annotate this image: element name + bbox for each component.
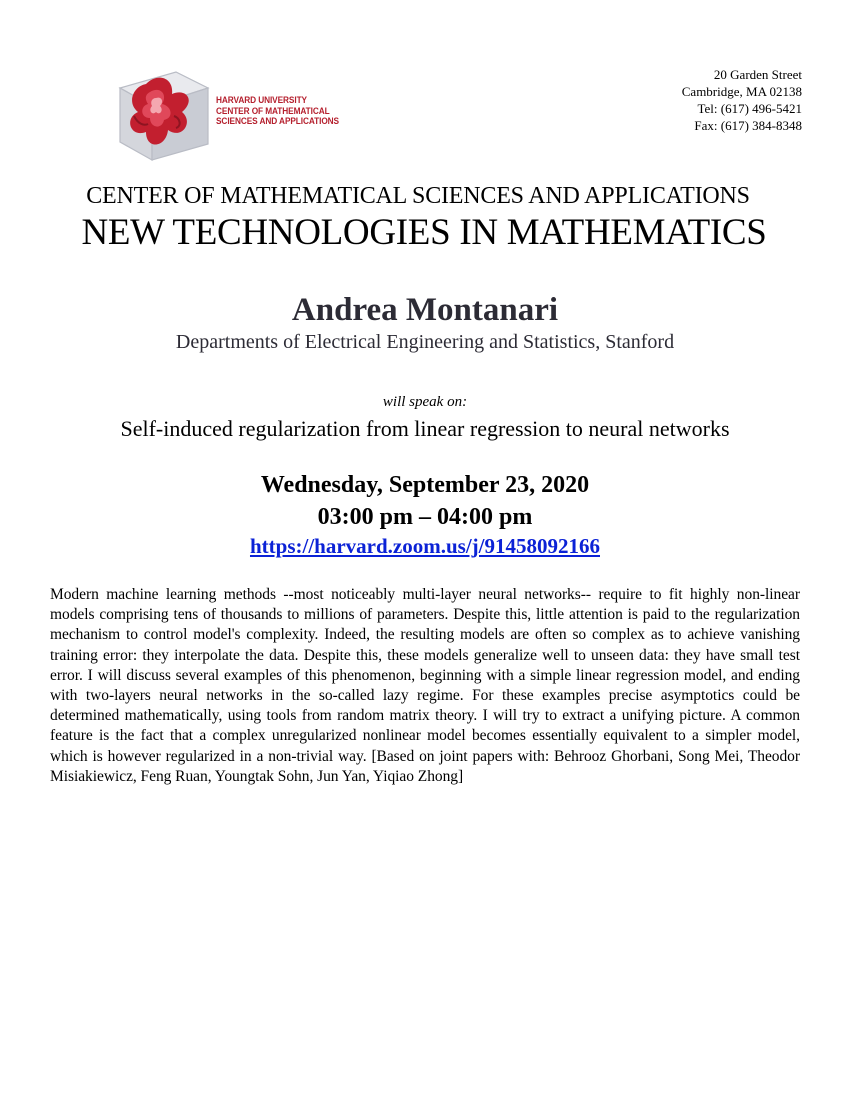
zoom-link-row [0, 534, 850, 559]
speaker-affiliation: Departments of Electrical Engineering and Statistics, Stanford [175, 331, 675, 353]
address-street: 20 Garden Street [713, 67, 802, 82]
talk-date: Wednesday, September 23, 2020 [260, 472, 590, 498]
logo-line: SCIENCES AND APPLICATIONS [216, 116, 339, 126]
talk-time: 03:00 pm – 04:00 pm [317, 504, 533, 530]
talk-title: Self-induced regularization from linear regression to neural networks [120, 416, 730, 441]
cmsa-logo [116, 66, 341, 162]
logo-line: CENTER OF MATHEMATICAL [216, 105, 330, 116]
speak-on-label: will speak on: [382, 394, 468, 410]
address-city: Cambridge, MA 02138 [681, 84, 802, 99]
address-tel: Tel: (617) 496-5421 [697, 101, 802, 116]
series-title: NEW TECHNOLOGIES IN MATHEMATICS [81, 212, 767, 253]
speaker-name: Andrea Montanari [291, 292, 559, 328]
logo-line: HARVARD UNIVERSITY [216, 95, 307, 105]
org-title: CENTER OF MATHEMATICAL SCIENCES AND APPLICATIONS [86, 183, 750, 209]
abstract-text: Modern machine learning methods --most noticeably multi-layer neural networks-- require to fit highly non-linear models comprising tens of thousands to millions of parameters. Despite this, little attention is paid to the regularization mechanism to control model's complexity. Indeed, the resulting models are often so complex as to achieve vanishing training error: they interpolate the data. Despite this, these models generalize well to unseen data: they have small test error. I will discuss several examples of this phenomenon, beginning with a simple linear regression model, and ending with two-layers neural networks in the so-called lazy regime. For these examples precise asymptotics could be determined mathematically, using tools from random matrix theory. I will try to extract a unifying picture. A common feature is the fact that a complex unregularized nonlinear model becomes essentially equivalent to a simpler model, which is however regularized in a non-trivial way. [Based on joint papers with: Behrooz Ghorbani, Song Mei, Theodor Misiakiewicz, Feng Ruan, Youngtak Sohn, Jun Yan, Yiqiao Zhong] [50, 586, 800, 785]
logo-text [216, 95, 339, 127]
address-block [682, 66, 802, 134]
cube-logo-icon [116, 66, 212, 162]
zoom-link[interactable]: https://harvard.zoom.us/j/91458092166 [249, 534, 600, 558]
address-fax: Fax: (617) 384-8348 [694, 118, 802, 133]
